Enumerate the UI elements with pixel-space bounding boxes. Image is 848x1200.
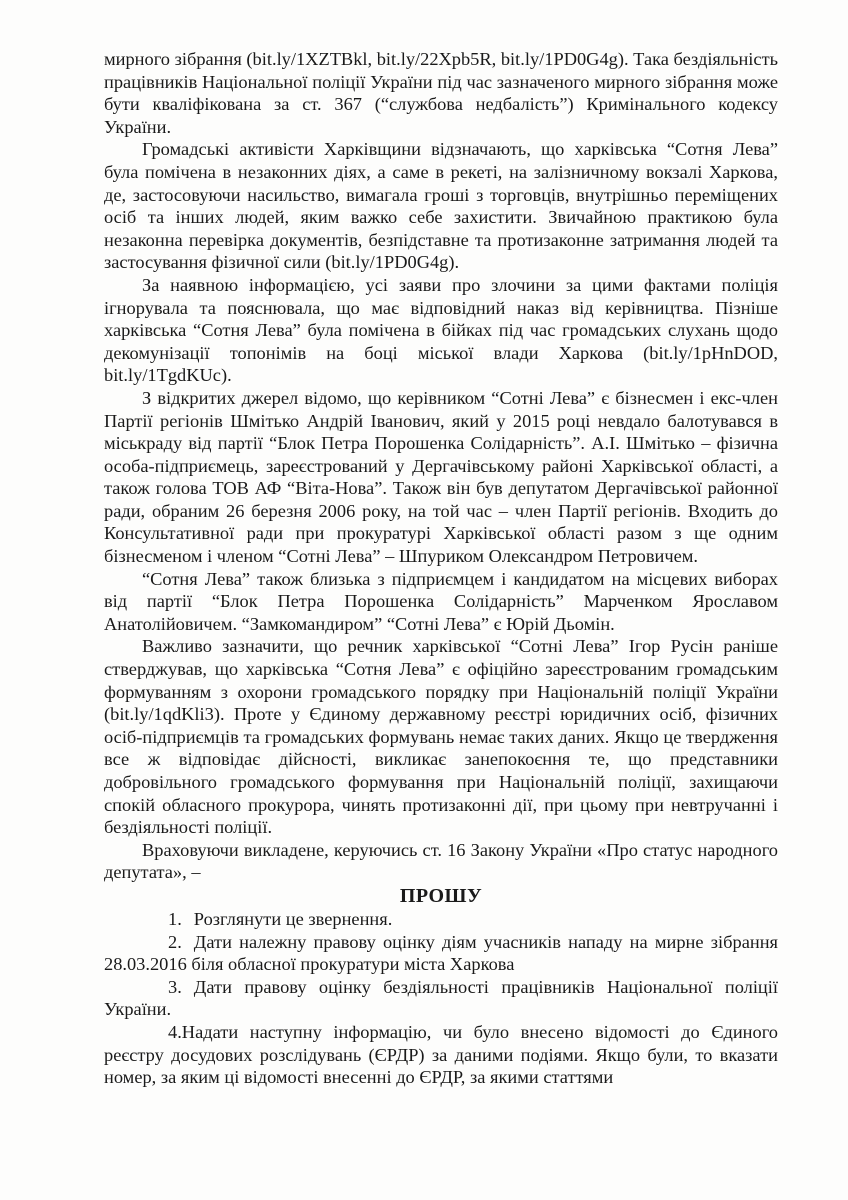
- paragraph-activists: Громадські активісти Харківщини відзначають, що харківська “Сотня Лева” була помічена в незаконних діях, а саме в рекеті, на залізничному вокзалі Харкова, де, застосовуючи насильство, вимагала гроші з торговців, внутрішньо переміщених осіб та інших людей, яким важко себе захистити. Звичайною практикою була незаконна перевірка документів, безпідставне та протизаконне затримання людей та застосування фізичної сили (bit.ly/1PD0G4g).: [104, 139, 778, 273]
- paragraph-leader: З відкритих джерел відомо, що керівником “Сотні Лева” є бізнесмен і екс-член Партії регіонів Шмітько Андрій Іванович, який у 2015 році невдало балотувався в міськраду від партії “Блок Петра Порошенка Солідарність”. А.І. Шмітько – фізична особа-підприємець, зареєстрований у Дергачівському районі Харківської області, а також голова ТОВ АФ “Віта-Нова”. Також він був депутатом Дергачівської районної ради, обраним 26 березня 2006 року, на той час – член Партії регіонів. Входить до Консультативної ради при прокуратурі Харківської області разом з ще одним бізнесменом і членом “Сотні Лева” – Шпуриком Олександром Петровичем.: [104, 387, 778, 567]
- paragraph-continuation: мирного зібрання (bit.ly/1XZTBkl, bit.ly/22Xpb5R, bit.ly/1PD0G4g). Така бездіяльність працівників Національної поліції України під час зазначеного мирного зібрання може бути кваліфікована за ст. 367 (“службова недбалість”) Кримінального кодексу України.: [104, 49, 778, 137]
- request-text: Надати наступну інформацію, чи було внесено відомості до Єдиного реєстру досудових розслідувань (ЄРДР) за даними подіями. Якщо були, то вказати номер, за яким ці відомості внесенні до ЄРДР, за якими статтями: [104, 1021, 778, 1088]
- request-item: [104, 908, 778, 931]
- paragraph-police-ignored: За наявною інформацією, усі заяви про злочини за цими фактами поліція ігнорувала та пояснювала, що має відповідний наказ від керівництва. Пізніше харківська “Сотня Лева” була помічена в бійках під час громадських слухань щодо декомунізації топонімів на боці міської влади Харкова (bit.ly/1pHnDOD, bit.ly/1TgdKUc).: [104, 274, 778, 386]
- request-text: Розглянути це звернення.: [193, 908, 393, 929]
- request-item: [104, 1021, 778, 1089]
- paragraph-spokesman: Важливо зазначити, що речник харківської “Сотні Лева” Ігор Русін раніше стверджував, що харківська “Сотня Лева” є офіційно зареєстрованим громадським формуванням з охорони громадського порядку при Національній поліції України (bit.ly/1qdKli3). Проте у Єдиному державному реєстрі юридичних осіб, фізичних осіб-підприємців та громадських формувань немає таких даних. Якщо це твердження все ж відповідає дійсності, викликає занепокоєння те, що представники добровільного громадського формування при Національній поліції, захищаючи спокій обласного прокурора, чинять протизаконні дії, при цьому при невтручанні і бездіяльності поліції.: [104, 636, 778, 838]
- request-number: 1.: [168, 908, 182, 929]
- request-number: 4.: [168, 1021, 182, 1042]
- request-item: [104, 976, 778, 1021]
- request-number: 2.: [168, 931, 182, 952]
- paragraph-marchenko: “Сотня Лева” також близька з підприємцем і кандидатом на місцевих виборах від партії “Блок Петра Порошенка Солідарність” Марченком Ярославом Анатолійовичем. “Замкомандиром” “Сотні Лева” є Юрій Дьомін.: [104, 568, 778, 634]
- request-number: 3.: [168, 976, 182, 997]
- request-text: Дати належну правову оцінку діям учасників нападу на мирне зібрання 28.03.2016 біля обласної прокуратури міста Харкова: [104, 931, 778, 975]
- request-text: Дати правову оцінку бездіяльності працівників Національної поліції України.: [104, 976, 778, 1020]
- request-heading: ПРОШУ: [399, 884, 483, 907]
- paragraph-considering: Враховуючи викладене, керуючись ст. 16 Закону України «Про статус народного депутата», –: [104, 839, 778, 883]
- document-body: [104, 48, 778, 1089]
- request-item: [104, 931, 778, 976]
